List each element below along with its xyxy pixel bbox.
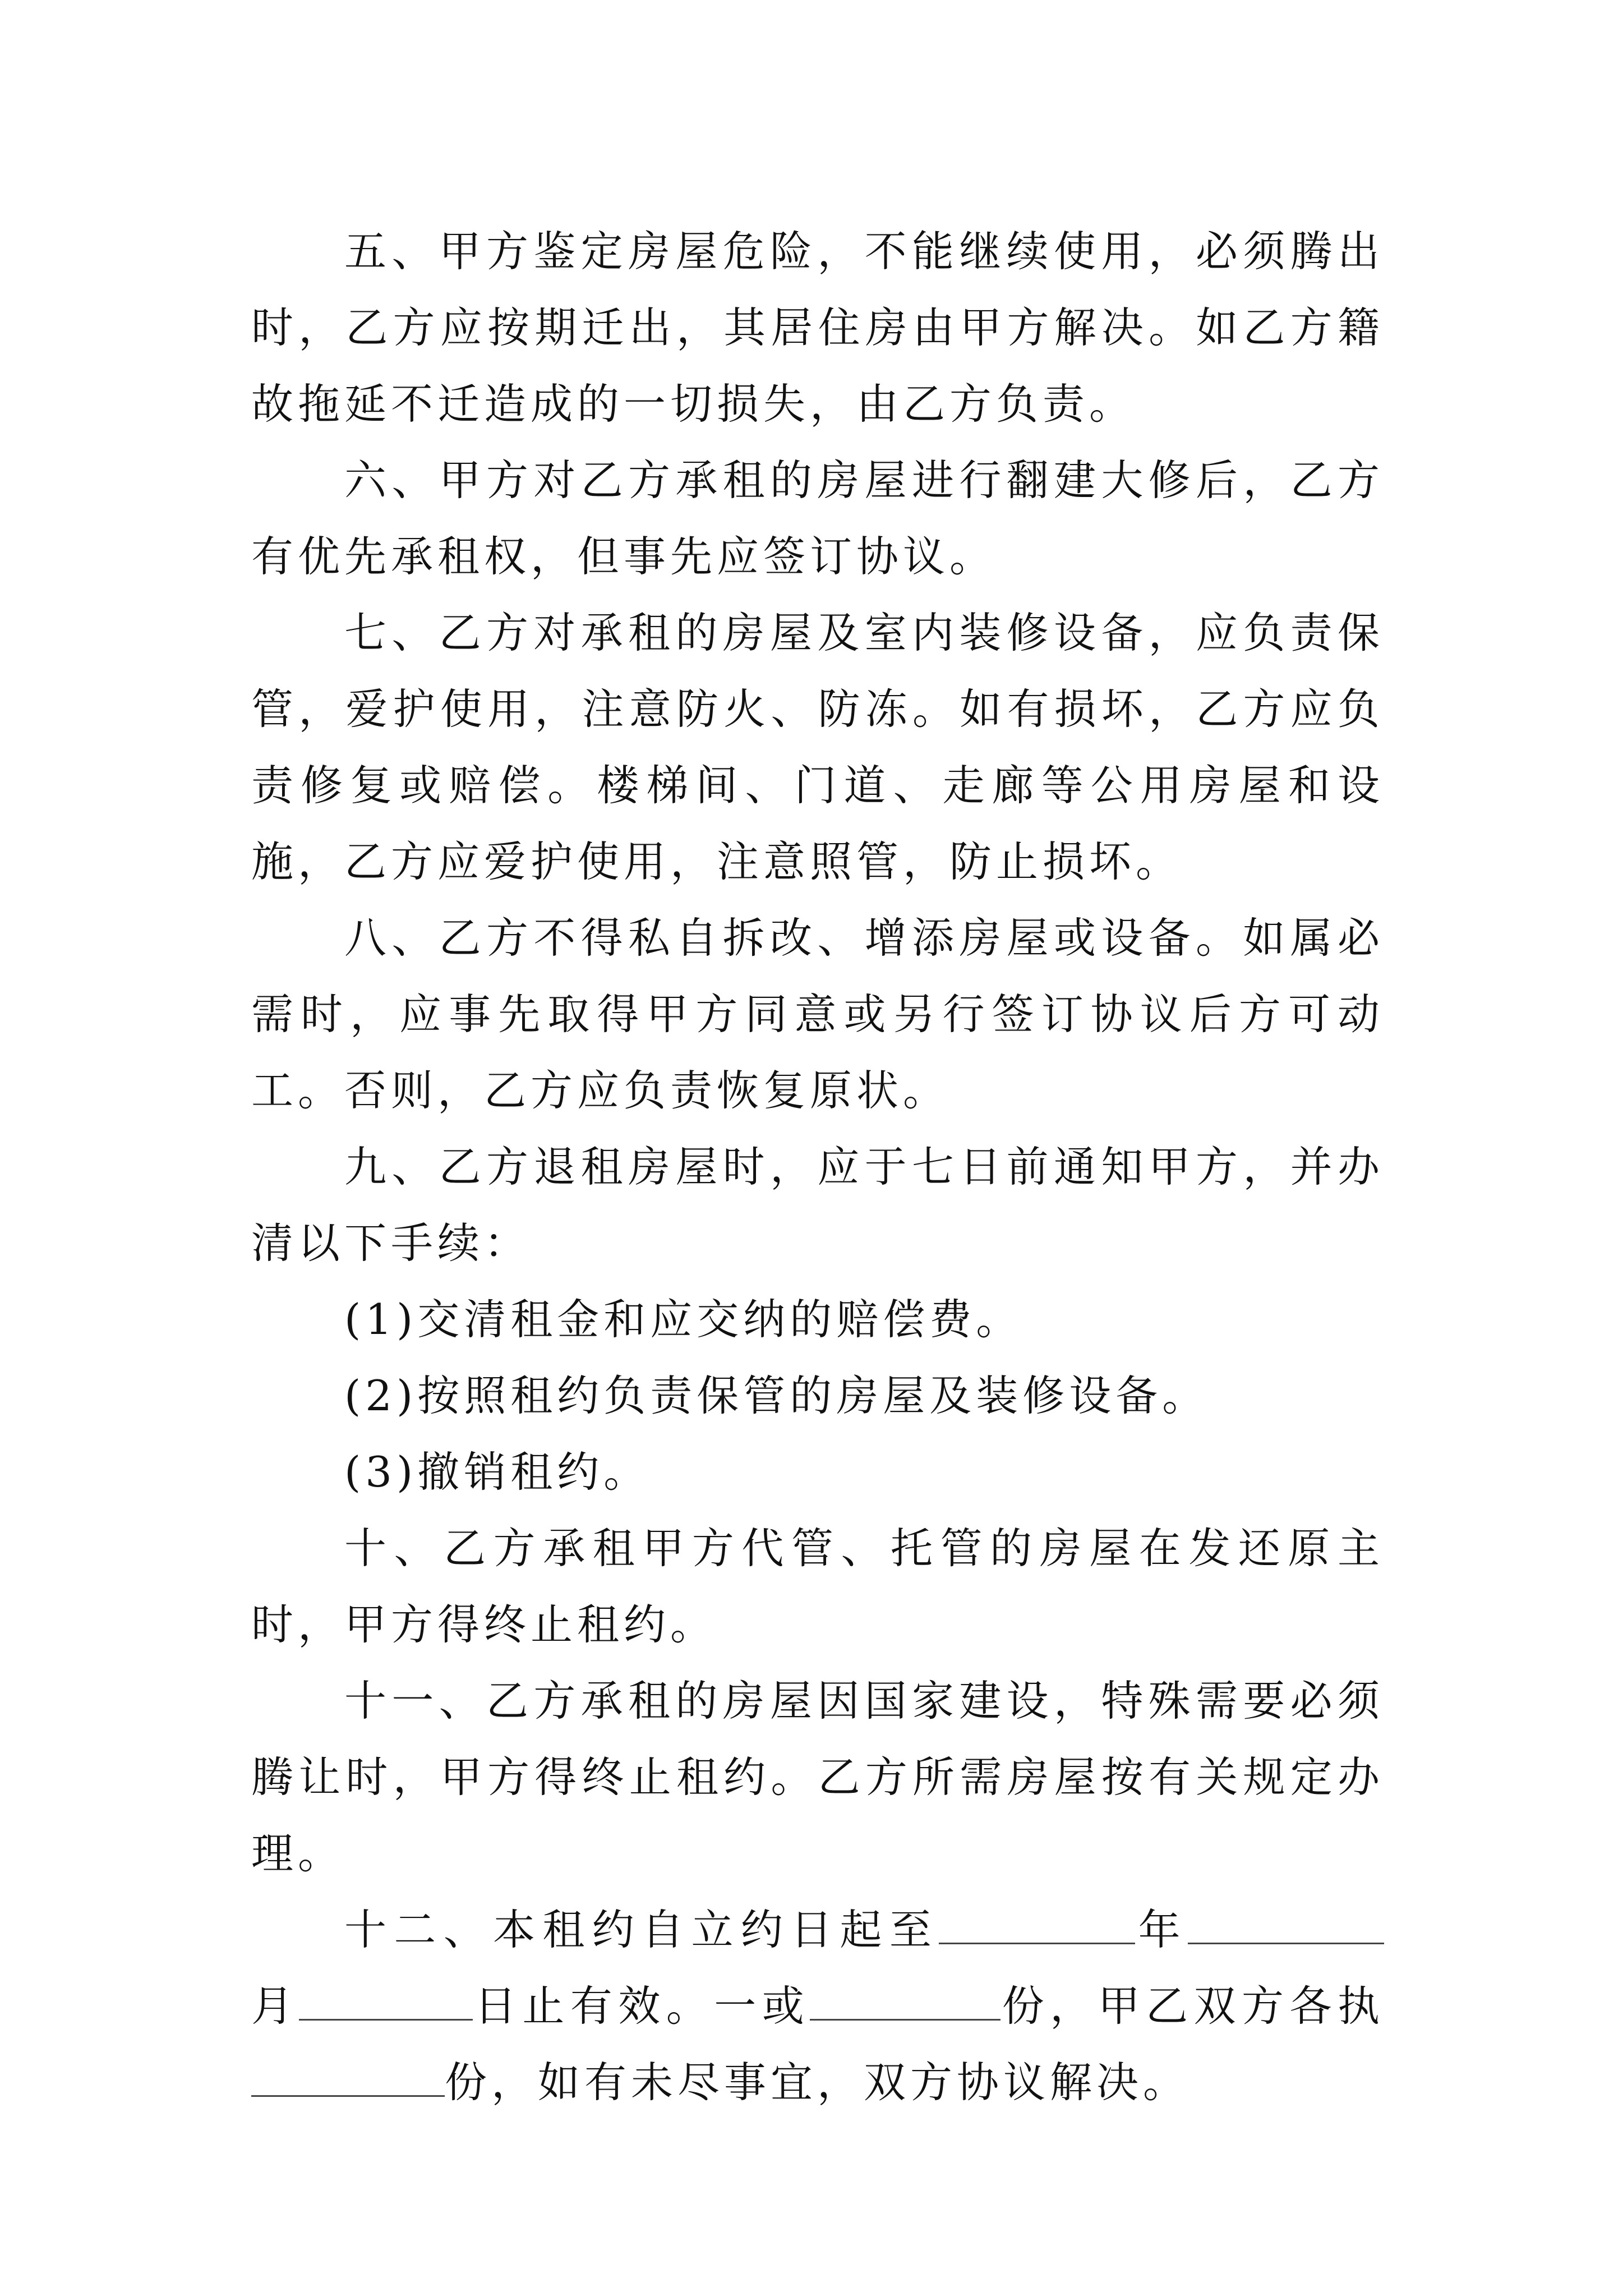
blank-end-year[interactable]: [939, 1903, 1135, 1944]
clause-11: 十一、乙方承租的房屋因国家建设，特殊需要必须腾让时，甲方得终止租约。乙方所需房屋按有关规定办理。: [251, 1676, 1384, 1878]
clause-9-item-1: (1)交清租金和应交纳的赔偿费。: [344, 1295, 1023, 1344]
clause-6: 六、甲方对乙方承租的房屋进行翻建大修后，乙方有优先承租权，但事先应签订协议。: [251, 455, 1384, 581]
blank-end-day[interactable]: [299, 1980, 473, 2021]
clause-12-text-4: 日止有效。一或: [473, 1981, 810, 2031]
clause-12-text-3: 月: [251, 1981, 299, 2031]
blank-copies-total[interactable]: [810, 1980, 1000, 2021]
clause-9: 九、乙方退租房屋时，应于七日前通知甲方，并办清以下手续：: [251, 1142, 1384, 1268]
clause-5: 五、甲方鉴定房屋危险，不能继续使用，必须腾出时，乙方应按期迁出，其居住房由甲方解决。如乙方籍故拖延不迁造成的一切损失，由乙方负责。: [251, 227, 1384, 429]
clause-12: [251, 1892, 1384, 2120]
clause-12-text-2: 年: [1135, 1905, 1188, 1954]
document-page: [251, 213, 1384, 2120]
clause-10: 十、乙方承租甲方代管、托管的房屋在发还原主时，甲方得终止租约。: [251, 1524, 1384, 1649]
clause-8: 八、乙方不得私自拆改、增添房屋或设备。如属必需时，应事先取得甲方同意或另行签订协议后方可动工。否则，乙方应负责恢复原状。: [251, 913, 1384, 1115]
clause-12-text-5: 份，甲乙双方各执: [1000, 1981, 1384, 2031]
clause-9-item-2: (2)按照租约负责保管的房屋及装修设备。: [344, 1371, 1209, 1420]
clause-12-text-6: 份，如有未尽事宜，双方协议解决。: [445, 2058, 1190, 2107]
clause-12-text-1: 十二、本租约自立约日起至: [344, 1905, 939, 1954]
blank-copies-each[interactable]: [251, 2056, 445, 2097]
clause-7: 七、乙方对承租的房屋及室内装修设备，应负责保管，爱护使用，注意防火、防冻。如有损坏，乙方应负责修复或赔偿。楼梯间、门道、走廊等公用房屋和设施，乙方应爱护使用，注意照管，防止损坏。: [251, 608, 1384, 886]
blank-end-month[interactable]: [1188, 1903, 1384, 1944]
clause-9-item-3: (3)撤销租约。: [344, 1447, 651, 1497]
